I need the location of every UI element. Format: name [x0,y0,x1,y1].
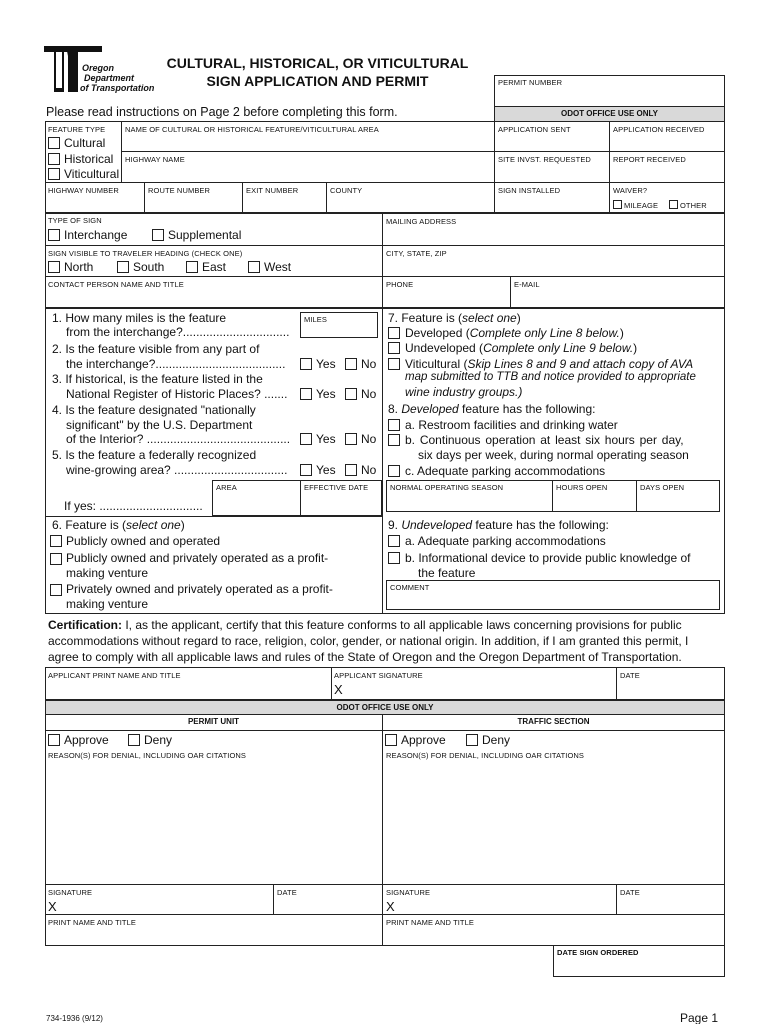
supplemental-checkbox[interactable] [152,229,164,241]
q9-parking-label: a. Adequate parking accommodations [405,534,606,548]
site-investigation-label: SITE INVST. REQUESTED [498,155,591,164]
viticultural-label: Viticultural [64,167,120,181]
question-2-cont: the interchange?....................................... [66,357,286,371]
days-open-label: DAYS OPEN [640,483,685,492]
historical-label: Historical [64,152,114,166]
permit-date-label: DATE [277,888,297,897]
date-sign-ordered-label: DATE SIGN ORDERED [557,948,639,957]
traffic-deny-checkbox[interactable] [466,734,478,746]
q9-informational-label: b. Informational device to provide public knowledge of [405,551,691,565]
waiver-other-label: OTHER [680,201,707,210]
q8-parking-checkbox[interactable] [388,465,400,477]
sign-installed-label: SIGN INSTALLED [498,186,561,195]
q3-yes-label: Yes [316,387,336,401]
feature-name-label: NAME OF CULTURAL OR HISTORICAL FEATURE/VITICULTURAL AREA [125,125,379,134]
west-checkbox[interactable] [248,261,260,273]
contact-person-label: CONTACT PERSON NAME AND TITLE [48,280,184,289]
question-5-cont: wine-growing area? .................................. [66,463,288,477]
area-label: AREA [216,483,237,492]
cultural-checkbox[interactable] [48,137,60,149]
traffic-date-label: DATE [620,888,640,897]
city-state-zip-label: CITY, STATE, ZIP [386,249,447,258]
cultural-label: Cultural [64,136,106,150]
historical-checkbox[interactable] [48,153,60,165]
question-9: 9. Undeveloped feature has the following: [388,518,609,532]
east-label: East [202,260,227,274]
sign-type-label: TYPE OF SIGN [48,216,102,225]
q6-public-label: Publicly owned and operated [66,534,221,548]
feature-grid [45,121,725,213]
permit-approve-checkbox[interactable] [48,734,60,746]
applicant-date-label: DATE [620,671,640,680]
permit-number-label: PERMIT NUMBER [498,78,563,87]
permit-deny-label: Deny [144,733,173,747]
applicant-signature-label: APPLICANT SIGNATURE [334,671,423,680]
q7-viticultural-cont2: wine industry groups.) [405,385,523,399]
highway-name-label: HIGHWAY NAME [125,155,185,164]
application-sent-label: APPLICATION SENT [498,125,571,134]
waiver-mileage-checkbox[interactable] [613,200,622,209]
mailing-address-label: MAILING ADDRESS [386,217,457,226]
supplemental-label: Supplemental [168,228,242,242]
normal-season-label: NORMAL OPERATING SEASON [390,483,504,492]
q7-viticultural-cont: map submitted to TTB and notice provided to appropriate [405,371,696,383]
q2-yes-label: Yes [316,357,336,371]
q2-no-label: No [361,357,377,371]
question-2: 2. Is the feature visible from any part of [52,342,260,356]
waiver-label: WAIVER? [613,186,648,195]
q4-no-label: No [361,432,377,446]
application-received-label: APPLICATION RECEIVED [613,125,705,134]
traffic-deny-label: Deny [482,733,511,747]
q8-operation-label: b. Continuous operation at least six hours per day, [405,433,684,447]
feature-type-label: FEATURE TYPE [48,125,106,134]
sign-visible-label: SIGN VISIBLE TO TRAVELER HEADING (CHECK ONE) [48,249,243,258]
question-7: 7. Feature is (select one) [388,311,521,325]
question-6: 6. Feature is (select one) [52,518,185,532]
permit-signature-label: SIGNATURE [48,888,93,897]
question-5: 5. Is the feature a federally recognized [52,448,257,462]
q7-developed-label: Developed (Complete only Line 8 below.) [405,326,624,340]
q3-no-label: No [361,387,377,401]
viticultural-checkbox[interactable] [48,168,60,180]
q5-yes-checkbox[interactable] [300,464,312,476]
phone-label: PHONE [386,280,414,289]
email-label: E-MAIL [514,280,540,289]
q6-public-checkbox[interactable] [50,535,62,547]
q7-undeveloped-label: Undeveloped (Complete only Line 9 below.) [405,341,638,355]
traffic-approve-label: Approve [401,733,446,747]
q8-parking-label: c. Adequate parking accommodations [405,464,606,478]
q9-informational-cont: the feature [418,566,476,580]
q6-public-private-cont: making venture [66,566,149,580]
q4-no-checkbox[interactable] [345,433,357,445]
highway-number-label: HIGHWAY NUMBER [48,186,119,195]
form-number: 734-1936 (9/12) [46,1014,103,1023]
q7-viticultural-checkbox[interactable] [388,358,400,370]
interchange-checkbox[interactable] [48,229,60,241]
q2-no-checkbox[interactable] [345,358,357,370]
permit-print-name-label: PRINT NAME AND TITLE [48,918,136,927]
county-label: COUNTY [330,186,363,195]
certification-text: Certification: I, as the applicant, certify that this feature conforms to all applicable laws concerning provisions for public accommodations without regard to race, religion, color, gender, or national origin. In addition, if I am granted this permit, I agree to comply with all applicable laws and rules of the State of Oregon and the Oregon Department of Transportation. [48,618,689,664]
exit-number-label: EXIT NUMBER [246,186,299,195]
question-3-cont: National Register of Historic Places? ....... [66,387,288,401]
q8-operation-cont: six days per week, during normal operating season [418,448,689,462]
permit-unit-header: PERMIT UNIT [187,717,240,726]
question-3: 3. If historical, is the feature listed in the [52,372,263,386]
question-4-cont: significant" by the U.S. Department [66,418,253,432]
applicant-signature-x: X [334,682,343,697]
traffic-reasons-label: REASON(S) FOR DENIAL, INCLUDING OAR CITATIONS [386,751,584,760]
logo-text: Oregon Department of Transportation [80,63,155,93]
q7-viticultural-label: Viticultural (Skip Lines 8 and 9 and attach copy of AVA [405,357,694,371]
q8-restroom-label: a. Restroom facilities and drinking water [405,418,618,432]
miles-label: MILES [304,315,328,324]
page-title: CULTURAL, HISTORICAL, OR VITICULTURAL SIGN APPLICATION AND PERMIT [166,55,469,89]
q7-undeveloped-checkbox[interactable] [388,342,400,354]
instructions: Please read instructions on Page 2 before completing this form. [46,105,398,119]
traffic-signature-label: SIGNATURE [386,888,431,897]
waiver-mileage-label: MILEAGE [624,201,659,210]
q4-yes-checkbox[interactable] [300,433,312,445]
bottom-office-use-header: ODOT OFFICE USE ONLY [45,700,725,715]
question-1: 1. How many miles is the feature [52,311,227,325]
permit-signature-x: X [48,899,57,914]
east-checkbox[interactable] [186,261,198,273]
approval-section [45,714,725,946]
traffic-approve-checkbox[interactable] [385,734,397,746]
q3-yes-checkbox[interactable] [300,388,312,400]
traffic-print-name-label: PRINT NAME AND TITLE [386,918,474,927]
q6-public-private-label: Publicly owned and privately operated as a profit- [66,551,329,565]
interchange-label: Interchange [64,228,128,242]
page-number: Page 1 [680,1011,719,1024]
q7-developed-checkbox[interactable] [388,327,400,339]
q5-yes-label: Yes [316,463,336,477]
q9-informational-checkbox[interactable] [388,552,400,564]
q6-private-cont: making venture [66,597,149,611]
question-4: 4. Is the feature designated "nationally [52,403,256,417]
route-number-label: ROUTE NUMBER [148,186,211,195]
traffic-section-header: TRAFFIC SECTION [517,717,590,726]
q4-yes-label: Yes [316,432,336,446]
q8-operation-checkbox[interactable] [388,434,400,446]
q9-parking-checkbox[interactable] [388,535,400,547]
north-label: North [64,260,94,274]
south-checkbox[interactable] [117,261,129,273]
q6-public-private-checkbox[interactable] [50,553,62,565]
q2-yes-checkbox[interactable] [300,358,312,370]
question-8: 8. Developed feature has the following: [388,402,596,416]
question-1-cont: from the interchange?................................ [66,325,290,339]
hours-open-label: HOURS OPEN [556,483,608,492]
office-use-only-header: ODOT OFFICE USE ONLY [494,106,725,122]
if-yes-label: If yes: ............................... [64,499,203,513]
q5-no-checkbox[interactable] [345,464,357,476]
permit-reasons-label: REASON(S) FOR DENIAL, INCLUDING OAR CITATIONS [48,751,246,760]
report-received-label: REPORT RECEIVED [613,155,686,164]
west-label: West [264,260,292,274]
q5-no-label: No [361,463,377,477]
south-label: South [133,260,165,274]
comment-label: COMMENT [390,583,430,592]
waiver-other-checkbox[interactable] [669,200,678,209]
applicant-name-label: APPLICANT PRINT NAME AND TITLE [48,671,181,680]
q6-private-label: Privately owned and privately operated as a profit- [66,582,333,596]
comment-field[interactable] [386,580,720,610]
effective-date-label: EFFECTIVE DATE [304,483,369,492]
q6-private-checkbox[interactable] [50,584,62,596]
permit-approve-label: Approve [64,733,109,747]
q8-restroom-checkbox[interactable] [388,419,400,431]
traffic-signature-x: X [386,899,395,914]
permit-deny-checkbox[interactable] [128,734,140,746]
north-checkbox[interactable] [48,261,60,273]
q3-no-checkbox[interactable] [345,388,357,400]
question-4-cont2: of the Interior? ........................................... [66,432,291,446]
